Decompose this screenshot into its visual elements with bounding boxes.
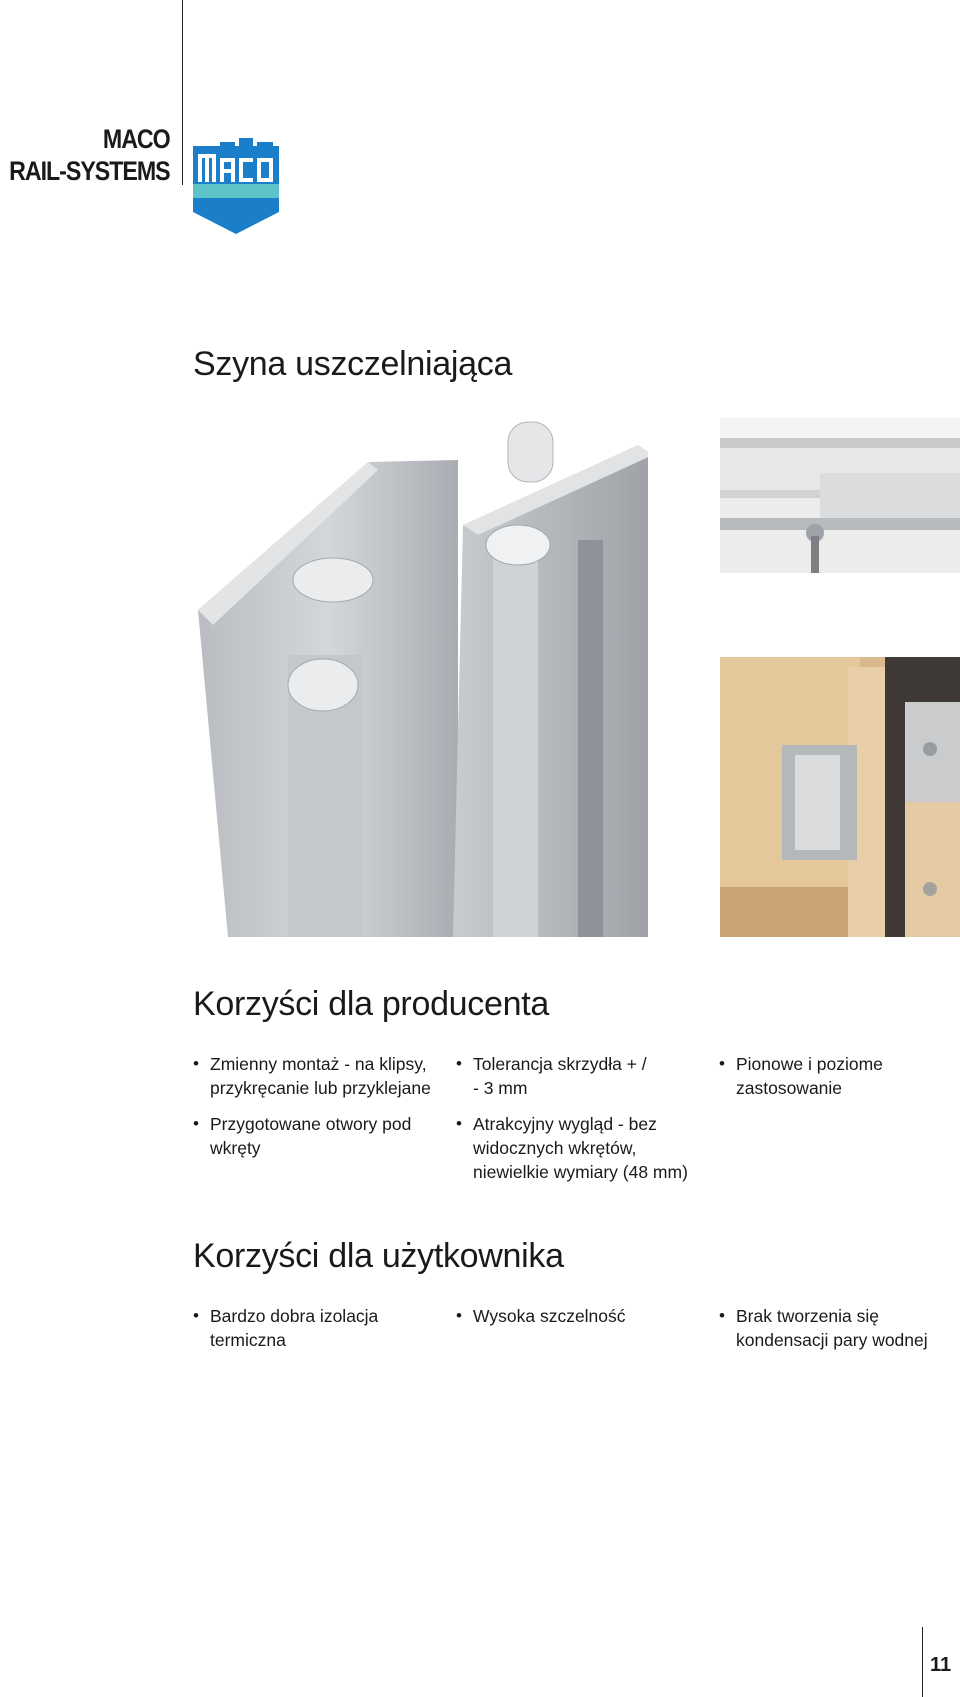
manufacturer-benefits-heading: Korzyści dla producenta — [193, 985, 549, 1023]
rail-mounted-on-wood-image — [720, 657, 960, 937]
user-column-1 — [193, 1304, 443, 1364]
user-column-3 — [719, 1304, 960, 1364]
manufacturer-column-3 — [719, 1052, 960, 1112]
main-product-image — [198, 410, 648, 937]
user-benefits-heading: Korzyści dla użytkownika — [193, 1237, 564, 1275]
list-item: • Brak tworzenia się kondensacji pary wodnej — [719, 1304, 956, 1352]
brand-line-2: RAIL-SYSTEMS — [9, 156, 170, 186]
page-number-divider — [922, 1627, 923, 1697]
rail-with-screw-image — [720, 418, 960, 573]
list-item: • Przygotowane otwory pod wkręty — [193, 1112, 443, 1160]
list-item: • Bardzo dobra izolacja termiczna — [193, 1304, 410, 1352]
manufacturer-column-1 — [193, 1052, 443, 1172]
page-number: 11 — [930, 1654, 952, 1676]
user-column-2 — [456, 1304, 706, 1340]
list-item: • Tolerancja skrzydła + / - 3 mm — [456, 1052, 648, 1100]
maco-logo — [193, 136, 279, 234]
header-divider — [182, 0, 183, 185]
page-title: Szyna uszczelniająca — [193, 345, 513, 383]
brand-line-1: MACO — [103, 124, 170, 154]
list-item: • Atrakcyjny wygląd - bez widocznych wkrętów, niewielkie wymiary (48 mm) — [456, 1112, 703, 1184]
list-item: • Wysoka szczelność — [456, 1304, 706, 1328]
manufacturer-column-2 — [456, 1052, 706, 1196]
list-item: • Zmienny montaż - na klipsy, przykręcanie lub przyklejane — [193, 1052, 443, 1100]
list-item: • Pionowe i poziome zastosowanie — [719, 1052, 911, 1100]
